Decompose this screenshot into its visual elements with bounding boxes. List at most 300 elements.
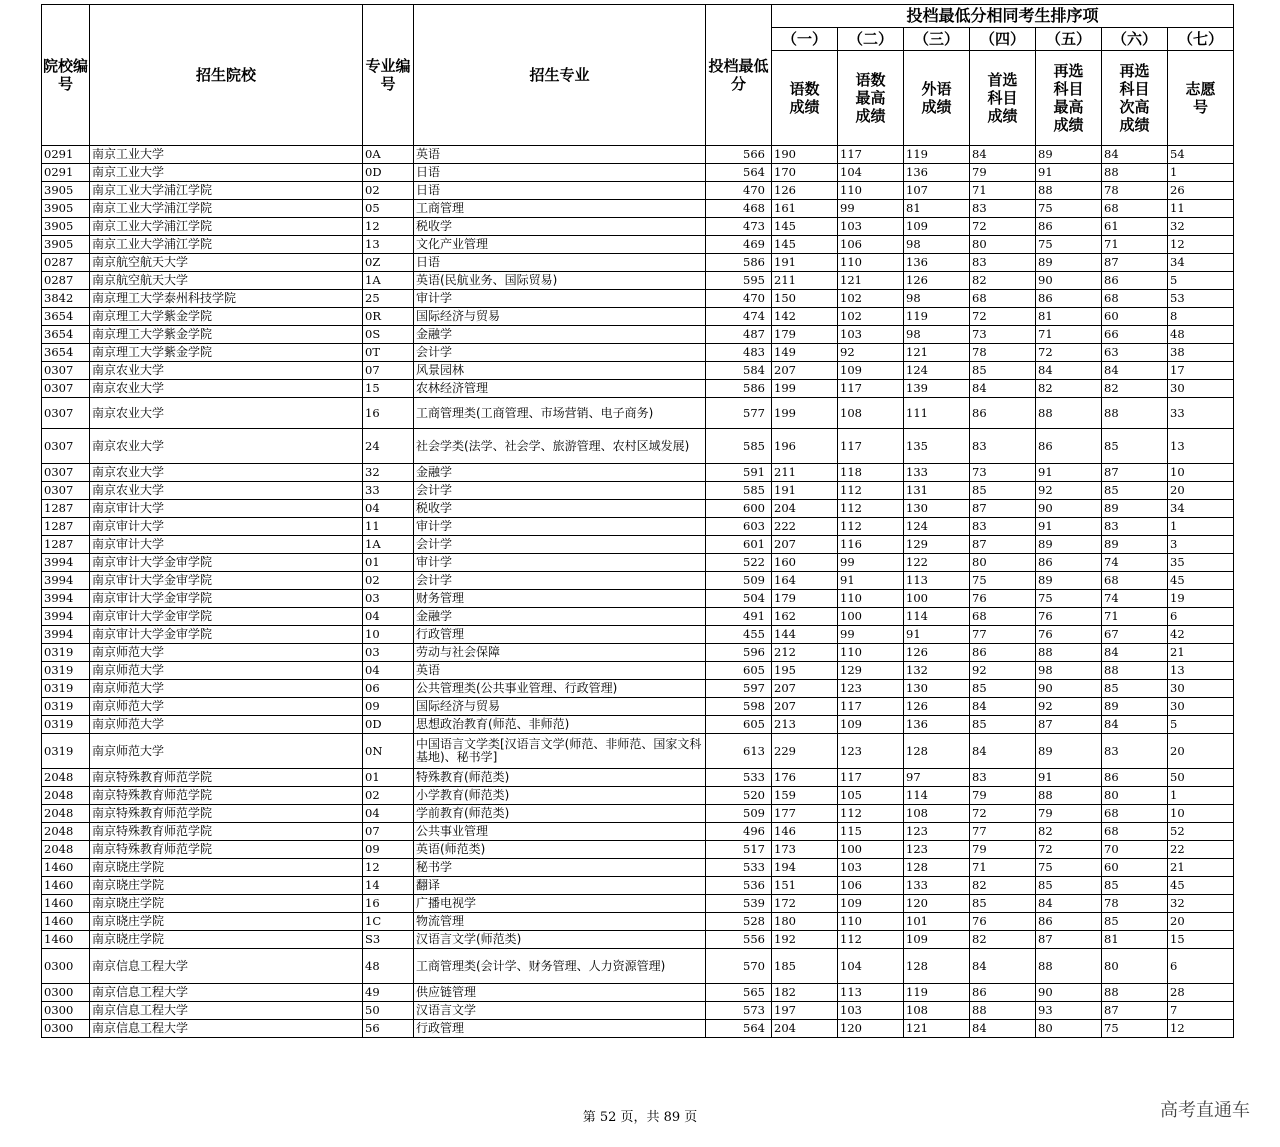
table-header — [42, 5, 1234, 146]
header-school-code: 院校编号 — [42, 5, 90, 146]
table-row — [42, 464, 1234, 482]
table-row — [42, 236, 1234, 254]
cell-min-score: 585 — [706, 429, 772, 464]
cell-choice-number: 30 — [1168, 380, 1234, 398]
cell-major-name: 供应链管理 — [414, 984, 706, 1002]
table-row — [42, 698, 1234, 716]
cell-score-second-max: 86 — [1036, 218, 1102, 236]
cell-major-code: 0T — [363, 344, 414, 362]
cell-school-name: 南京审计大学金审学院 — [90, 626, 363, 644]
cell-school-code: 0319 — [42, 716, 90, 734]
cell-score-foreign: 97 — [904, 769, 970, 787]
cell-score-yushu: 211 — [772, 272, 838, 290]
cell-min-score: 496 — [706, 823, 772, 841]
table-row — [42, 362, 1234, 380]
cell-score-yushu: 160 — [772, 554, 838, 572]
cell-school-code: 0319 — [42, 698, 90, 716]
cell-major-name: 会计学 — [414, 572, 706, 590]
cell-score-second-next: 75 — [1102, 1020, 1168, 1038]
cell-choice-number: 7 — [1168, 1002, 1234, 1020]
cell-score-foreign: 135 — [904, 429, 970, 464]
cell-score-yushu: 197 — [772, 1002, 838, 1020]
cell-score-yushu: 142 — [772, 308, 838, 326]
cell-choice-number: 6 — [1168, 608, 1234, 626]
cell-major-code: 0Z — [363, 254, 414, 272]
cell-choice-number: 22 — [1168, 841, 1234, 859]
cell-major-name: 物流管理 — [414, 913, 706, 931]
cell-school-name: 南京特殊教育师范学院 — [90, 787, 363, 805]
cell-score-first-subject: 84 — [970, 380, 1036, 398]
cell-score-second-max: 87 — [1036, 931, 1102, 949]
cell-score-foreign: 124 — [904, 518, 970, 536]
cell-score-second-next: 80 — [1102, 949, 1168, 984]
cell-score-foreign: 128 — [904, 734, 970, 769]
cell-score-second-max: 90 — [1036, 680, 1102, 698]
table-row — [42, 380, 1234, 398]
cell-score-yushu-max: 108 — [838, 398, 904, 429]
cell-score-yushu: 204 — [772, 1020, 838, 1038]
cell-major-name: 英语 — [414, 662, 706, 680]
cell-school-code: 0300 — [42, 949, 90, 984]
cell-score-second-next: 71 — [1102, 608, 1168, 626]
table-row — [42, 146, 1234, 164]
cell-score-yushu: 170 — [772, 164, 838, 182]
cell-choice-number: 13 — [1168, 429, 1234, 464]
cell-major-name: 金融学 — [414, 326, 706, 344]
cell-score-yushu-max: 104 — [838, 949, 904, 984]
table-row — [42, 823, 1234, 841]
cell-score-yushu: 150 — [772, 290, 838, 308]
table-row — [42, 644, 1234, 662]
cell-school-name: 南京晓庄学院 — [90, 913, 363, 931]
cell-score-second-max: 71 — [1036, 326, 1102, 344]
cell-score-yushu: 126 — [772, 182, 838, 200]
cell-score-first-subject: 84 — [970, 146, 1036, 164]
cell-score-second-max: 86 — [1036, 554, 1102, 572]
cell-choice-number: 1 — [1168, 787, 1234, 805]
cell-score-second-max: 75 — [1036, 200, 1102, 218]
table-row — [42, 554, 1234, 572]
cell-score-foreign: 119 — [904, 308, 970, 326]
cell-major-name: 审计学 — [414, 554, 706, 572]
cell-score-yushu: 151 — [772, 877, 838, 895]
cell-major-name: 农林经济管理 — [414, 380, 706, 398]
cell-school-name: 南京工业大学 — [90, 146, 363, 164]
cell-major-code: 02 — [363, 572, 414, 590]
cell-score-second-next: 84 — [1102, 362, 1168, 380]
cell-score-second-max: 76 — [1036, 608, 1102, 626]
cell-score-yushu-max: 102 — [838, 308, 904, 326]
cell-score-yushu-max: 112 — [838, 518, 904, 536]
cell-choice-number: 45 — [1168, 877, 1234, 895]
cell-score-yushu-max: 112 — [838, 482, 904, 500]
cell-school-code: 0291 — [42, 146, 90, 164]
cell-score-second-next: 85 — [1102, 482, 1168, 500]
cell-school-code: 3994 — [42, 554, 90, 572]
cell-school-code: 1460 — [42, 859, 90, 877]
cell-score-foreign: 119 — [904, 984, 970, 1002]
cell-score-foreign: 122 — [904, 554, 970, 572]
header-seq-1: （一） — [772, 28, 838, 51]
cell-major-name: 日语 — [414, 164, 706, 182]
table-row — [42, 518, 1234, 536]
cell-score-first-subject: 86 — [970, 984, 1036, 1002]
cell-school-name: 南京师范大学 — [90, 734, 363, 769]
cell-score-first-subject: 72 — [970, 218, 1036, 236]
cell-school-name: 南京特殊教育师范学院 — [90, 823, 363, 841]
header-tiebreak-group: 投档最低分相同考生排序项 — [772, 5, 1234, 28]
cell-score-yushu: 196 — [772, 429, 838, 464]
table-row — [42, 590, 1234, 608]
cell-school-name: 南京航空航天大学 — [90, 254, 363, 272]
cell-major-code: 01 — [363, 769, 414, 787]
cell-school-name: 南京审计大学金审学院 — [90, 572, 363, 590]
cell-min-score: 509 — [706, 572, 772, 590]
cell-min-score: 584 — [706, 362, 772, 380]
cell-major-name: 文化产业管理 — [414, 236, 706, 254]
cell-score-first-subject: 85 — [970, 895, 1036, 913]
cell-score-yushu: 212 — [772, 644, 838, 662]
cell-score-foreign: 128 — [904, 859, 970, 877]
cell-score-first-subject: 86 — [970, 644, 1036, 662]
table-row — [42, 949, 1234, 984]
cell-major-name: 社会学类(法学、社会学、旅游管理、农村区域发展) — [414, 429, 706, 464]
cell-min-score: 539 — [706, 895, 772, 913]
cell-score-yushu: 162 — [772, 608, 838, 626]
cell-major-name: 会计学 — [414, 536, 706, 554]
cell-school-name: 南京师范大学 — [90, 662, 363, 680]
cell-score-second-next: 74 — [1102, 554, 1168, 572]
cell-min-score: 470 — [706, 290, 772, 308]
cell-major-code: 12 — [363, 218, 414, 236]
cell-score-yushu-max: 110 — [838, 644, 904, 662]
cell-score-first-subject: 84 — [970, 734, 1036, 769]
cell-score-second-max: 76 — [1036, 626, 1102, 644]
cell-school-name: 南京工业大学浦江学院 — [90, 236, 363, 254]
cell-score-yushu: 177 — [772, 805, 838, 823]
admission-score-table — [41, 4, 1234, 1038]
cell-major-code: 1A — [363, 536, 414, 554]
cell-score-yushu: 192 — [772, 931, 838, 949]
cell-school-code: 1460 — [42, 877, 90, 895]
cell-score-second-max: 88 — [1036, 949, 1102, 984]
cell-score-first-subject: 68 — [970, 290, 1036, 308]
cell-major-name: 公共管理类(公共事业管理、行政管理) — [414, 680, 706, 698]
cell-major-name: 汉语言文学(师范类) — [414, 931, 706, 949]
table-row — [42, 895, 1234, 913]
cell-score-yushu-max: 113 — [838, 984, 904, 1002]
cell-choice-number: 45 — [1168, 572, 1234, 590]
cell-score-second-max: 92 — [1036, 698, 1102, 716]
cell-score-yushu: 191 — [772, 254, 838, 272]
cell-min-score: 487 — [706, 326, 772, 344]
table-row — [42, 164, 1234, 182]
header-min-score: 投档最低分 — [706, 5, 772, 146]
cell-score-foreign: 123 — [904, 841, 970, 859]
cell-score-first-subject: 78 — [970, 344, 1036, 362]
cell-score-second-max: 98 — [1036, 662, 1102, 680]
cell-major-name: 翻译 — [414, 877, 706, 895]
cell-choice-number: 1 — [1168, 518, 1234, 536]
cell-choice-number: 15 — [1168, 931, 1234, 949]
cell-score-second-next: 84 — [1102, 644, 1168, 662]
cell-major-code: 0D — [363, 164, 414, 182]
cell-school-code: 0287 — [42, 272, 90, 290]
cell-score-yushu: 164 — [772, 572, 838, 590]
cell-choice-number: 32 — [1168, 895, 1234, 913]
cell-major-code: 04 — [363, 608, 414, 626]
cell-school-name: 南京师范大学 — [90, 680, 363, 698]
cell-score-yushu-max: 110 — [838, 254, 904, 272]
cell-major-code: 02 — [363, 182, 414, 200]
cell-major-code: 32 — [363, 464, 414, 482]
cell-major-name: 日语 — [414, 254, 706, 272]
cell-score-foreign: 120 — [904, 895, 970, 913]
cell-score-yushu-max: 100 — [838, 841, 904, 859]
cell-score-first-subject: 71 — [970, 859, 1036, 877]
cell-min-score: 586 — [706, 254, 772, 272]
cell-score-foreign: 108 — [904, 1002, 970, 1020]
cell-score-first-subject: 80 — [970, 236, 1036, 254]
cell-score-foreign: 100 — [904, 590, 970, 608]
cell-score-first-subject: 87 — [970, 536, 1036, 554]
cell-school-code: 0307 — [42, 380, 90, 398]
cell-min-score: 533 — [706, 769, 772, 787]
cell-choice-number: 1 — [1168, 164, 1234, 182]
cell-score-first-subject: 77 — [970, 823, 1036, 841]
cell-score-first-subject: 88 — [970, 1002, 1036, 1020]
cell-score-foreign: 114 — [904, 608, 970, 626]
cell-choice-number: 6 — [1168, 949, 1234, 984]
cell-major-name: 英语(师范类) — [414, 841, 706, 859]
cell-choice-number: 34 — [1168, 500, 1234, 518]
cell-major-code: 02 — [363, 787, 414, 805]
header-sub-1: 语数成绩 — [772, 51, 838, 146]
cell-school-code: 3994 — [42, 608, 90, 626]
cell-score-first-subject: 83 — [970, 518, 1036, 536]
cell-min-score: 605 — [706, 662, 772, 680]
cell-min-score: 528 — [706, 913, 772, 931]
cell-school-code: 0319 — [42, 680, 90, 698]
cell-major-name: 公共事业管理 — [414, 823, 706, 841]
header-sub-5: 再选科目最高成绩 — [1036, 51, 1102, 146]
cell-score-second-next: 89 — [1102, 536, 1168, 554]
cell-score-second-next: 86 — [1102, 272, 1168, 290]
cell-school-name: 南京审计大学 — [90, 536, 363, 554]
table-row — [42, 787, 1234, 805]
table-row — [42, 608, 1234, 626]
cell-min-score: 596 — [706, 644, 772, 662]
cell-school-code: 3654 — [42, 308, 90, 326]
cell-min-score: 536 — [706, 877, 772, 895]
cell-choice-number: 10 — [1168, 464, 1234, 482]
header-sub-3: 外语成绩 — [904, 51, 970, 146]
cell-min-score: 455 — [706, 626, 772, 644]
cell-major-name: 汉语言文学 — [414, 1002, 706, 1020]
cell-score-first-subject: 77 — [970, 626, 1036, 644]
cell-choice-number: 26 — [1168, 182, 1234, 200]
cell-score-yushu: 146 — [772, 823, 838, 841]
cell-major-code: 15 — [363, 380, 414, 398]
cell-score-second-max: 84 — [1036, 362, 1102, 380]
cell-score-second-next: 80 — [1102, 787, 1168, 805]
cell-score-second-next: 89 — [1102, 698, 1168, 716]
cell-school-name: 南京理工大学紫金学院 — [90, 344, 363, 362]
cell-school-code: 3905 — [42, 218, 90, 236]
cell-major-code: S3 — [363, 931, 414, 949]
cell-score-first-subject: 83 — [970, 254, 1036, 272]
cell-score-first-subject: 76 — [970, 913, 1036, 931]
cell-score-yushu: 199 — [772, 398, 838, 429]
cell-score-foreign: 131 — [904, 482, 970, 500]
cell-major-code: 03 — [363, 644, 414, 662]
cell-school-code: 0307 — [42, 398, 90, 429]
header-sub-2: 语数最高成绩 — [838, 51, 904, 146]
cell-score-yushu-max: 91 — [838, 572, 904, 590]
cell-choice-number: 20 — [1168, 913, 1234, 931]
cell-score-first-subject: 79 — [970, 787, 1036, 805]
cell-min-score: 564 — [706, 1020, 772, 1038]
cell-score-yushu: 207 — [772, 698, 838, 716]
table-row — [42, 398, 1234, 429]
cell-min-score: 595 — [706, 272, 772, 290]
cell-score-yushu-max: 110 — [838, 913, 904, 931]
cell-major-code: 09 — [363, 698, 414, 716]
table-row — [42, 716, 1234, 734]
cell-score-first-subject: 87 — [970, 500, 1036, 518]
cell-choice-number: 54 — [1168, 146, 1234, 164]
cell-school-code: 0307 — [42, 464, 90, 482]
cell-major-name: 会计学 — [414, 344, 706, 362]
cell-score-second-max: 88 — [1036, 644, 1102, 662]
cell-score-foreign: 98 — [904, 290, 970, 308]
cell-school-name: 南京农业大学 — [90, 482, 363, 500]
cell-major-code: 16 — [363, 895, 414, 913]
cell-score-yushu: 179 — [772, 590, 838, 608]
cell-school-name: 南京理工大学紫金学院 — [90, 308, 363, 326]
cell-school-name: 南京审计大学金审学院 — [90, 590, 363, 608]
cell-score-yushu-max: 109 — [838, 716, 904, 734]
cell-min-score: 591 — [706, 464, 772, 482]
cell-score-second-max: 72 — [1036, 344, 1102, 362]
table-row — [42, 680, 1234, 698]
cell-score-second-next: 68 — [1102, 805, 1168, 823]
cell-score-first-subject: 80 — [970, 554, 1036, 572]
cell-score-first-subject: 75 — [970, 572, 1036, 590]
table-body — [42, 146, 1234, 1038]
cell-score-yushu: 191 — [772, 482, 838, 500]
cell-score-yushu-max: 103 — [838, 218, 904, 236]
cell-choice-number: 17 — [1168, 362, 1234, 380]
cell-score-yushu-max: 112 — [838, 805, 904, 823]
cell-score-second-max: 75 — [1036, 859, 1102, 877]
cell-major-code: 0A — [363, 146, 414, 164]
cell-score-second-max: 90 — [1036, 500, 1102, 518]
cell-score-second-max: 89 — [1036, 572, 1102, 590]
cell-school-code: 2048 — [42, 841, 90, 859]
cell-score-second-next: 74 — [1102, 590, 1168, 608]
cell-min-score: 483 — [706, 344, 772, 362]
cell-score-first-subject: 82 — [970, 877, 1036, 895]
cell-score-yushu: 179 — [772, 326, 838, 344]
cell-score-yushu: 182 — [772, 984, 838, 1002]
cell-score-second-next: 61 — [1102, 218, 1168, 236]
cell-score-yushu: 173 — [772, 841, 838, 859]
cell-score-first-subject: 71 — [970, 182, 1036, 200]
cell-school-name: 南京信息工程大学 — [90, 984, 363, 1002]
cell-school-name: 南京晓庄学院 — [90, 895, 363, 913]
cell-score-foreign: 136 — [904, 164, 970, 182]
cell-school-name: 南京信息工程大学 — [90, 949, 363, 984]
cell-score-second-next: 78 — [1102, 182, 1168, 200]
cell-min-score: 601 — [706, 536, 772, 554]
table-row — [42, 984, 1234, 1002]
cell-choice-number: 10 — [1168, 805, 1234, 823]
cell-score-second-next: 67 — [1102, 626, 1168, 644]
cell-school-code: 3654 — [42, 326, 90, 344]
table-row — [42, 218, 1234, 236]
cell-score-foreign: 136 — [904, 716, 970, 734]
cell-school-code: 0307 — [42, 482, 90, 500]
cell-major-code: 11 — [363, 518, 414, 536]
header-seq-3: （三） — [904, 28, 970, 51]
cell-score-yushu-max: 103 — [838, 859, 904, 877]
cell-school-name: 南京工业大学浦江学院 — [90, 182, 363, 200]
cell-min-score: 491 — [706, 608, 772, 626]
cell-score-second-max: 93 — [1036, 1002, 1102, 1020]
cell-min-score: 520 — [706, 787, 772, 805]
cell-score-first-subject: 79 — [970, 164, 1036, 182]
cell-major-code: 1A — [363, 272, 414, 290]
cell-score-foreign: 101 — [904, 913, 970, 931]
cell-score-foreign: 121 — [904, 1020, 970, 1038]
cell-score-second-next: 85 — [1102, 877, 1168, 895]
table-row — [42, 1002, 1234, 1020]
cell-school-code: 0307 — [42, 429, 90, 464]
cell-major-code: 1C — [363, 913, 414, 931]
cell-score-yushu-max: 104 — [838, 164, 904, 182]
cell-score-second-max: 89 — [1036, 146, 1102, 164]
cell-score-yushu: 145 — [772, 218, 838, 236]
table-row — [42, 482, 1234, 500]
cell-major-code: 33 — [363, 482, 414, 500]
cell-score-yushu-max: 99 — [838, 200, 904, 218]
cell-score-yushu: 222 — [772, 518, 838, 536]
table-row — [42, 182, 1234, 200]
cell-score-yushu-max: 110 — [838, 590, 904, 608]
cell-score-second-next: 81 — [1102, 931, 1168, 949]
cell-score-second-next: 71 — [1102, 236, 1168, 254]
cell-major-name: 思想政治教育(师范、非师范) — [414, 716, 706, 734]
cell-major-code: 24 — [363, 429, 414, 464]
cell-school-code: 1287 — [42, 518, 90, 536]
cell-score-yushu: 207 — [772, 536, 838, 554]
cell-choice-number: 11 — [1168, 200, 1234, 218]
cell-score-second-max: 75 — [1036, 236, 1102, 254]
cell-major-code: 04 — [363, 805, 414, 823]
cell-score-foreign: 126 — [904, 272, 970, 290]
cell-score-yushu-max: 117 — [838, 698, 904, 716]
cell-major-name: 英语 — [414, 146, 706, 164]
cell-school-code: 1460 — [42, 931, 90, 949]
cell-major-code: 25 — [363, 290, 414, 308]
cell-major-code: 07 — [363, 823, 414, 841]
cell-school-code: 0319 — [42, 662, 90, 680]
cell-score-first-subject: 85 — [970, 482, 1036, 500]
cell-school-code: 0319 — [42, 644, 90, 662]
cell-school-code: 2048 — [42, 805, 90, 823]
cell-major-code: 0R — [363, 308, 414, 326]
